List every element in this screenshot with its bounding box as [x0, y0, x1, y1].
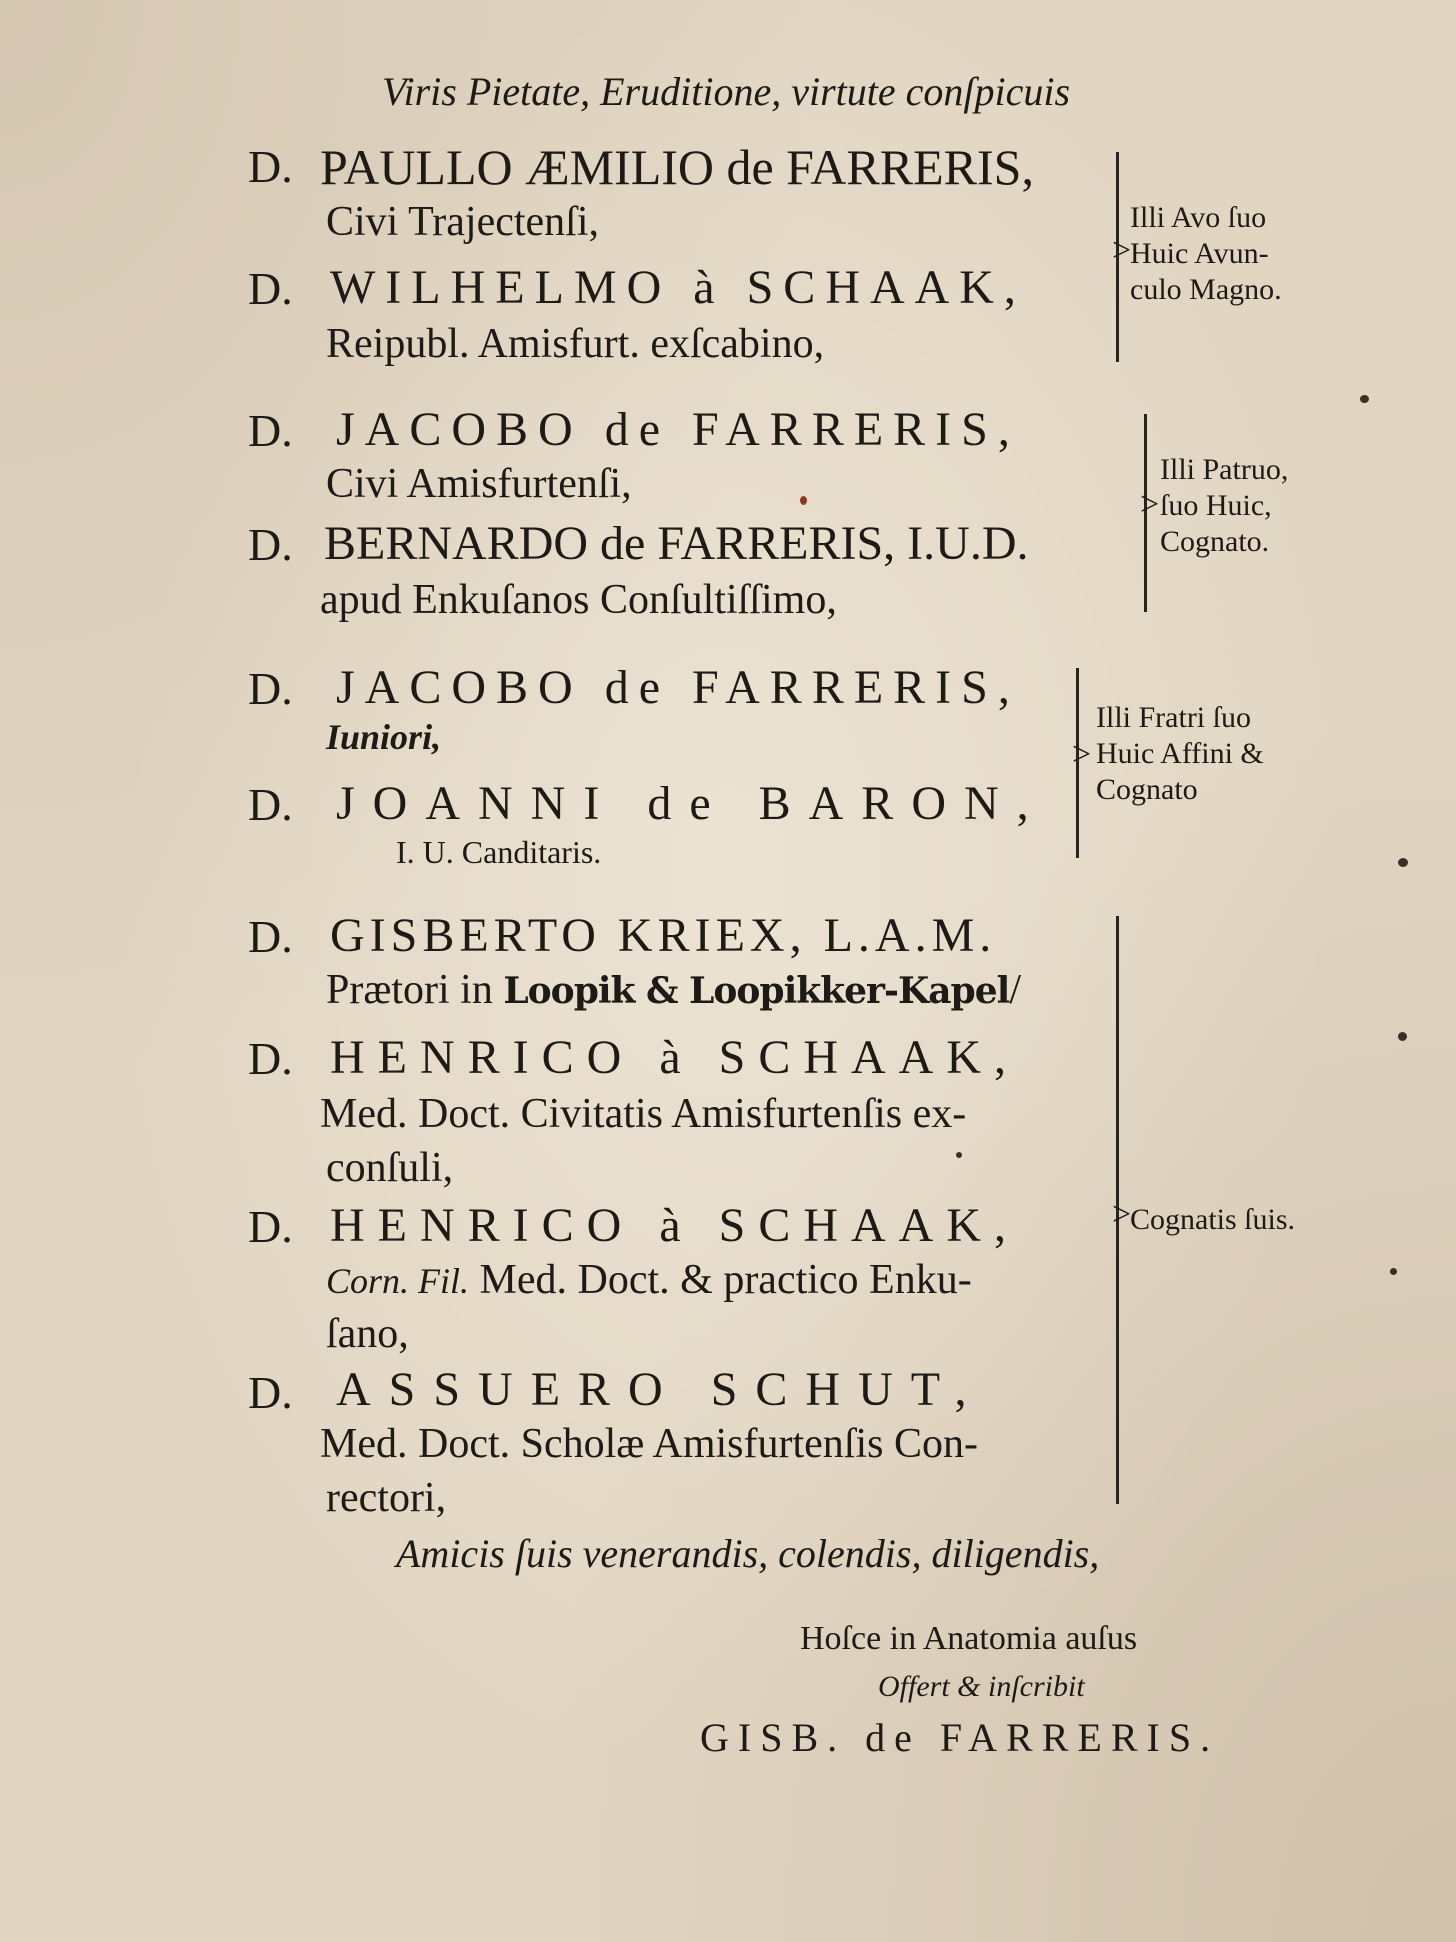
relation-note-line: Illi Patruo,	[1160, 453, 1289, 486]
relation-note-line: ſuo Huic,	[1160, 489, 1272, 522]
person-title: Reipubl. Amisfurt. exſcabino,	[326, 321, 825, 367]
paper-speck	[956, 1152, 962, 1158]
paper-speck	[1398, 1032, 1407, 1041]
honorific-prefix: D.	[248, 405, 293, 456]
dedication-heading: Viris Pietate, Eruditione, virtute conſpicuis	[382, 69, 1071, 114]
honorific-prefix: D.	[248, 1201, 293, 1252]
bracket-point: >	[1112, 232, 1132, 269]
person-title	[326, 966, 1021, 1014]
person-name: BERNARDO de FARRERIS, I.U.D.	[324, 517, 1029, 570]
bracket-point: >	[1112, 1196, 1132, 1233]
paper-speck	[800, 496, 807, 505]
person-name: JACOBO de FARRERIS,	[336, 403, 1020, 456]
person-name: HENRICO à SCHAAK,	[330, 1031, 1019, 1084]
honorific-prefix: D.	[248, 263, 293, 314]
person-name: HENRICO à SCHAAK,	[330, 1199, 1019, 1252]
person-title: rectori,	[326, 1475, 447, 1521]
person-title: Med. Doct. Civitatis Amisfurtenſis ex-	[320, 1091, 967, 1137]
person-title: conſuli,	[326, 1145, 454, 1191]
honorific-prefix: D.	[248, 1033, 293, 1084]
honorific-prefix: D.	[248, 663, 293, 714]
person-name: WILHELMO à SCHAAK,	[330, 261, 1026, 314]
person-title: Med. Doct. Scholæ Amisfurtenſis Con-	[320, 1421, 978, 1467]
relation-note-line: Cognato	[1096, 773, 1198, 806]
closing-line: Amicis ſuis venerandis, colendis, diligendis,	[396, 1531, 1100, 1576]
person-title: Civi Amisfurtenſi,	[326, 461, 632, 507]
honorific-prefix: D.	[248, 141, 293, 192]
relation-note: Cognatis ſuis.	[1130, 1203, 1296, 1236]
honorific-prefix: D.	[248, 1367, 293, 1418]
slash-mark: /	[1009, 967, 1021, 1013]
relation-note-line: Illi Avo ſuo	[1130, 201, 1267, 234]
person-title: Civi Trajectenſi,	[326, 199, 599, 245]
relation-note-line: Huic Affini &	[1096, 737, 1264, 770]
person-title: apud Enkuſanos Conſultiſſimo,	[320, 577, 837, 623]
dedication-line: Hoſce in Anatomia auſus	[800, 1620, 1138, 1657]
relation-note-line: Huic Avun-	[1130, 237, 1269, 270]
dedication-line: Offert & inſcribit	[878, 1670, 1085, 1703]
person-title: ſano,	[326, 1311, 409, 1357]
person-name: GISBERTO KRIEX, L.A.M.	[330, 909, 997, 962]
person-name: ASSUERO SCHUT,	[336, 1363, 985, 1416]
title-text: Corn. Fil.	[326, 1261, 470, 1301]
relation-note-line: culo Magno.	[1130, 273, 1282, 306]
relation-note-line: Illi Fratri ſuo	[1096, 701, 1251, 734]
person-title	[326, 1256, 972, 1304]
honorific-prefix: D.	[248, 519, 293, 570]
title-text: Med. Doct. & practico Enku-	[479, 1257, 972, 1303]
honorific-prefix: D.	[248, 779, 293, 830]
bracket-point: >	[1072, 736, 1092, 773]
honorific-prefix: D.	[248, 911, 293, 962]
person-name: PAULLO ÆMILIO de FARRERIS,	[320, 139, 1034, 195]
person-name: JOANNI de BARON,	[336, 777, 1047, 830]
paper-speck	[1398, 858, 1408, 867]
paper-speck	[1390, 1268, 1397, 1275]
place-name-blackletter: Loopik & Loopikker-Kapel	[503, 970, 1010, 1012]
person-title: Iuniori,	[326, 717, 442, 757]
author-signature: GISB. de FARRERIS.	[700, 1715, 1220, 1760]
person-title: I. U. Canditaris.	[396, 834, 602, 870]
title-text: Prætori in	[326, 967, 493, 1013]
relation-note-line: Cognato.	[1160, 525, 1270, 558]
bracket-point: >	[1140, 486, 1160, 523]
person-name: JACOBO de FARRERIS,	[336, 661, 1020, 714]
paper-speck	[1360, 395, 1369, 403]
